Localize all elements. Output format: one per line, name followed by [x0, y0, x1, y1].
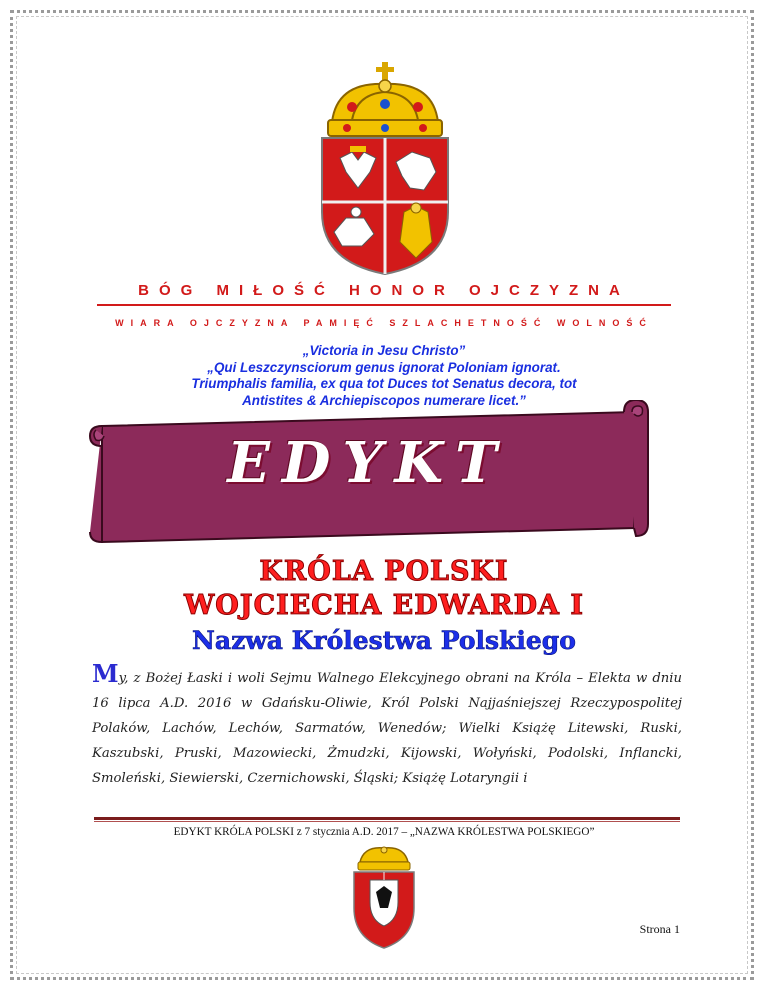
drop-cap: M	[92, 659, 119, 688]
heading-subject: Nazwa Królestwa Polskiego	[192, 626, 576, 655]
footer-rule	[94, 817, 680, 820]
banner-title: EDYKT	[227, 430, 509, 496]
footer-title: EDYKT KRÓLA POLSKI z 7 stycznia A.D. 2017 – „NAZWA KRÓLESTWA POLSKIEGO”	[173, 826, 595, 838]
small-coat-of-arms-icon	[348, 842, 420, 952]
latin-quote-line: „Victoria in Jesu Christo”	[302, 343, 466, 358]
motto-divider	[97, 304, 671, 306]
coat-of-arms-icon	[312, 62, 458, 276]
motto-primary: BÓG MIŁOŚĆ HONOR OJCZYZNA	[138, 282, 630, 299]
heading-king-name: WOJCIECHA EDWARDA I	[183, 590, 585, 621]
page-number: Strona 1	[639, 922, 680, 936]
motto-secondary: WIARA OJCZYZNA PAMIĘĆ SZLACHETNOŚĆ WOLNOŚĆ	[115, 318, 653, 328]
edict-body	[92, 659, 682, 791]
latin-quote-line: Triumphalis familia, ex qua tot Duces tot Senatus decora, tot	[191, 376, 577, 391]
footer-rule-thin	[94, 821, 680, 822]
edict-body-text: y, z Bożej Łaski i woli Sejmu Walnego Elekcyjnego obrani na Króla – Elekta w dniu 16 lipca A.D. 2016 w Gdańsku-Oliwie, Król Polski Najjaśniejszej Rzeczypospolitej Polaków, Lachów, Lechów, Sarmatów, Wenedów; Wielki Książę Litewski, Ruski, Kaszubski, Pruski, Mazowiecki, Żmudzki, Kijowski, Wołyński, Podolski, Inflancki, Smoleński, Siewierski, Czernichowski, Śląski; Książę Lotaryngii i	[92, 671, 682, 786]
latin-quote-line: „Qui Leszczynsciorum genus ignorat Poloniam ignorat.	[207, 359, 561, 375]
heading-king: KRÓLA POLSKI	[259, 556, 509, 587]
latin-quote-line: Antistites & Archiepiscopos numerare licet.”	[242, 392, 526, 408]
